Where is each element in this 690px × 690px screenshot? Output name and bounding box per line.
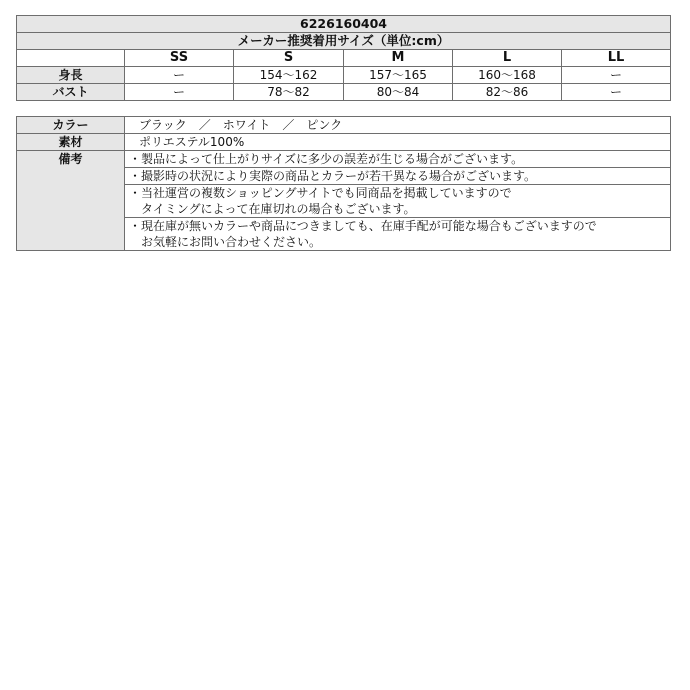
note-4-line-2: お気軽にお問い合わせください。 — [141, 235, 322, 249]
note-1-line-1: ・製品によって仕上がりサイズに多少の誤差が生じる場合がございます。 — [129, 152, 524, 166]
color-label: カラー — [17, 117, 125, 134]
note-2-line-1: ・撮影時の状況により実際の商品とカラーが若干異なる場合がございます。 — [129, 169, 537, 183]
table-row — [17, 151, 671, 168]
table-row — [17, 117, 671, 134]
row-label-height: 身長 — [17, 67, 125, 84]
color-value: ブラック ／ ホワイト ／ ピンク — [125, 117, 671, 134]
bust-l: 82〜86 — [453, 84, 562, 101]
bust-ll: ー — [562, 84, 671, 101]
note-3-line-1: ・当社運営の複数ショッピングサイトでも同商品を掲載していますので — [129, 186, 512, 200]
size-header-blank — [17, 50, 125, 67]
material-label: 素材 — [17, 134, 125, 151]
product-code: 6226160404 — [17, 16, 671, 33]
row-label-bust: バスト — [17, 84, 125, 101]
size-header-s: S — [234, 50, 344, 67]
note-3-line-2: タイミングによって在庫切れの場合もございます。 — [141, 202, 416, 216]
size-header-l: L — [453, 50, 562, 67]
note-4 — [125, 218, 671, 251]
height-s: 154〜162 — [234, 67, 344, 84]
table-row — [17, 67, 671, 84]
table-row — [17, 84, 671, 101]
product-info-table — [16, 116, 671, 251]
size-header-ll: LL — [562, 50, 671, 67]
note-4-line-1: ・現在庫が無いカラーや商品につきましても、在庫手配が可能な場合もございますので — [129, 219, 597, 233]
table-row — [17, 134, 671, 151]
note-2 — [125, 168, 671, 185]
note-1 — [125, 151, 671, 168]
size-header-m: M — [344, 50, 453, 67]
material-value: ポリエステル100% — [125, 134, 671, 151]
notes-label: 備考 — [17, 151, 125, 251]
size-chart-subtitle: メーカー推奨着用サイズ（単位:cm） — [17, 33, 671, 50]
height-ll: ー — [562, 67, 671, 84]
height-m: 157〜165 — [344, 67, 453, 84]
size-header-row — [17, 50, 671, 67]
note-3 — [125, 185, 671, 218]
bust-ss: ー — [125, 84, 234, 101]
height-ss: ー — [125, 67, 234, 84]
size-chart-table — [16, 15, 671, 101]
size-header-ss: SS — [125, 50, 234, 67]
bust-m: 80〜84 — [344, 84, 453, 101]
height-l: 160〜168 — [453, 67, 562, 84]
bust-s: 78〜82 — [234, 84, 344, 101]
